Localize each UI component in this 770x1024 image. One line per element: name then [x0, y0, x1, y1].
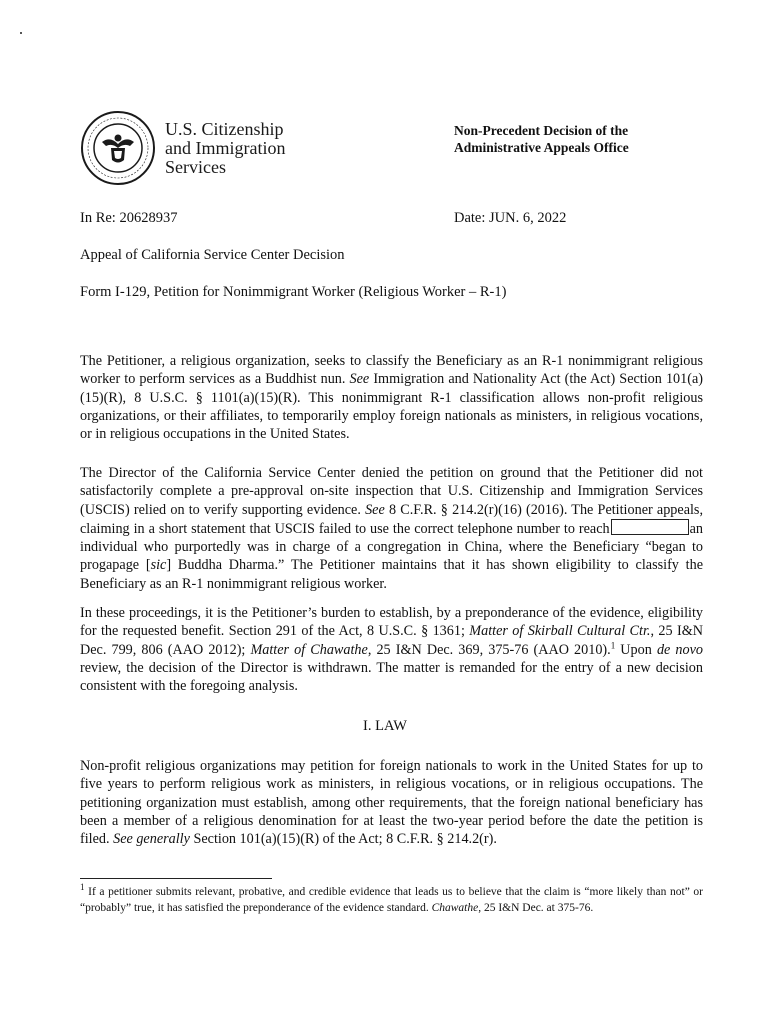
decision-line-1: Non-Precedent Decision of the: [454, 123, 629, 138]
decision-date: Date: JUN. 6, 2022: [454, 210, 567, 226]
footnote: $^1$ If a petitioner submits relevant, probative, and credible evidence that leads us to believe that the claim is “more likely than not” or “probably” true, it has satisfied the preponderance of the evidence standard. Chawathe, 25 I&N Dec. at 375-76.: [80, 882, 703, 914]
paragraph-law: Non-profit religious organizations may petition for foreign nationals to work in the United States for up to five years to perform religious work as ministers, in religious vocations, or in religious occupations. The petitioning organization must establish, among other requirements, that the foreign national beneficiary has been a member of a religious denomination for at least the two-year period before the date the petition is filed. See generally Section 101(a)(15)(R) of the Act; 8 C.F.R. § 214.2(r).: [80, 758, 703, 848]
redaction-box: [611, 519, 689, 535]
appeal-line: Appeal of California Service Center Decision: [80, 247, 345, 263]
form-line: Form I-129, Petition for Nonimmigrant Worker (Religious Worker – R-1): [80, 284, 507, 300]
dhs-seal-icon: [80, 110, 156, 186]
paragraph-procedural-history: The Director of the California Service Center denied the petition on ground that the Petitioner did not satisfactorily complete a pre-approval on-site inspection that U.S. Citizenship and Immigration Services (USCIS) relied on to verify supporting evidence. See 8 C.F.R. § 214.2(r)(16) (2016). The Petitioner appeals, claiming in a short statement that USCIS failed to use the correct telephone number to reach an individual who purportedly was in charge of a congregation in China, where the Beneficiary “began to progapage [sic] Buddha Dharma.” The Petitioner maintains that it has shown eligibility to classify the Beneficiary as an R-1 nonimmigrant religious worker.: [80, 465, 703, 592]
footnote-number: 1: [80, 882, 85, 893]
decision-line-2: Administrative Appeals Office: [454, 140, 629, 155]
paragraph-burden: In these proceedings, it is the Petitioner’s burden to establish, by a preponderance of the evidence, eligibility for the requested benefit. Section 291 of the Act, 8 U.S.C. § 1361; Matter of Skirball Cultural Ctr., 25 I&N Dec. 799, 806 (AAO 2012); Matter of Chawathe, 25 I&N Dec. 369, 375-76 (AAO 2010).$^1$ Upon de novo review, the decision of the Director is withdrawn. The matter is remanded for the entry of a new decision consistent with the foregoing analysis.: [80, 605, 703, 695]
agency-line-2: and Immigration: [165, 138, 286, 158]
paragraph-intro: The Petitioner, a religious organization, seeks to classify the Beneficiary as an R-1 nonimmigrant religious worker to perform services as a Buddhist nun. See Immigration and Nationality Act (the Act) Section 101(a)(15)(R), 8 U.S.C. § 1101(a)(15)(R). This nonimmigrant R-1 classification allows non-profit religious organizations, or their affiliates, to temporarily employ foreign nationals as ministers, in religious vocations, or in religious occupations in the United States.: [80, 353, 703, 443]
agency-name: [165, 120, 285, 177]
decision-type: [454, 122, 629, 156]
agency-line-3: Services: [165, 157, 226, 177]
footnote-divider: [80, 878, 272, 879]
agency-line-1: U.S. Citizenship: [165, 119, 284, 139]
scan-speck: [20, 32, 22, 34]
footnote-ref: 1: [610, 639, 616, 650]
section-heading-law: I. LAW: [363, 718, 407, 734]
in-re-receipt: In Re: 20628937: [80, 210, 178, 226]
